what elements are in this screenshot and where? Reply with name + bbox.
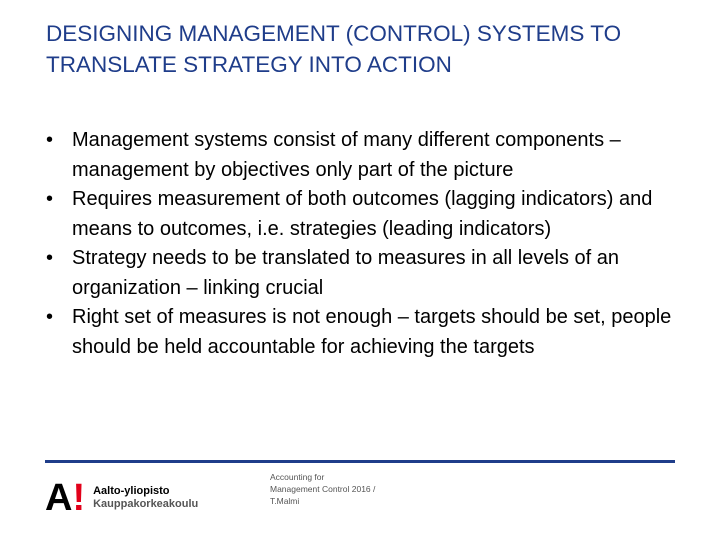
footer-line-1: Accounting for xyxy=(270,472,325,482)
footer-line-3: T.Malmi xyxy=(270,496,300,506)
bullet-list xyxy=(46,126,676,362)
logo-mark-bang: ! xyxy=(72,477,86,519)
bullet-text: Management systems consist of many different components – management by objectives only part of the picture xyxy=(72,129,621,181)
footer-line-2: Management Control 2016 / xyxy=(270,484,376,494)
aalto-logo-mark-icon xyxy=(45,479,85,517)
bullet-text: Right set of measures is not enough – targets should be set, people should be held accountable for achieving the targets xyxy=(72,306,672,358)
bullet-text: Requires measurement of both outcomes (lagging indicators) and means to outcomes, i.e. strategies (leading indicators) xyxy=(72,188,653,240)
bullet-item xyxy=(46,303,676,362)
logo-text xyxy=(93,485,198,511)
bullet-text: Strategy needs to be translated to measures in all levels of an organization – linking crucial xyxy=(72,247,619,299)
aalto-logo xyxy=(45,478,198,518)
bullet-icon: • xyxy=(46,129,54,151)
footer-divider xyxy=(45,460,675,463)
bullet-icon: • xyxy=(46,306,54,328)
bullet-item xyxy=(46,244,676,303)
bullet-icon: • xyxy=(46,188,54,210)
slide-title: DESIGNING MANAGEMENT (CONTROL) SYSTEMS TO TRANSLATE STRATEGY INTO ACTION xyxy=(46,21,622,77)
bullet-item xyxy=(46,126,676,185)
logo-line-2: Kauppakorkeakoulu xyxy=(93,498,199,510)
footer-text xyxy=(270,471,375,507)
logo-mark-letter: A xyxy=(45,477,73,519)
bullet-item xyxy=(46,185,676,244)
bullet-icon: • xyxy=(46,247,54,269)
logo-line-1: Aalto-yliopisto xyxy=(93,485,170,497)
